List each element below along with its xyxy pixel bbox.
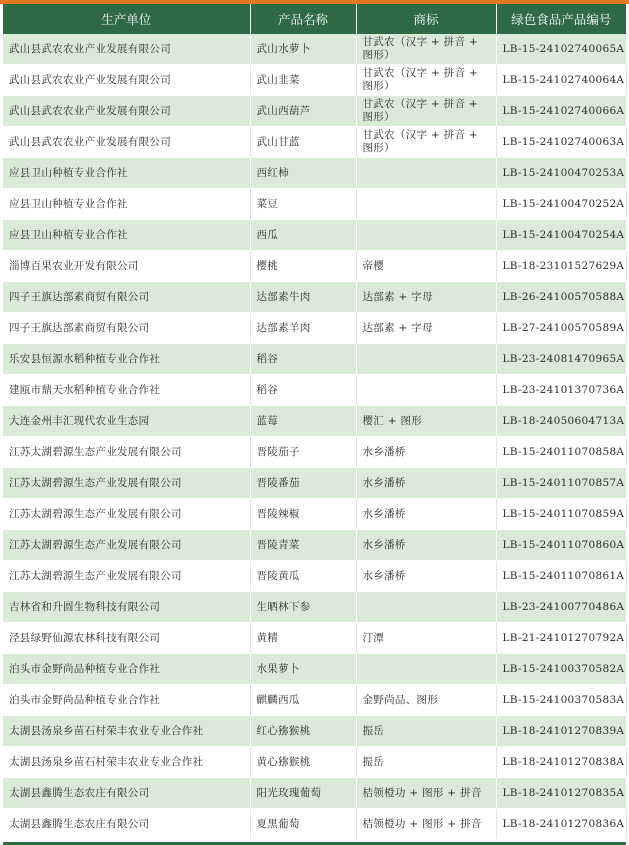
cell-trademark: 振岳 — [356, 747, 496, 778]
cell-producer: 四子王旗达部素商贸有限公司 — [3, 282, 250, 313]
table-row — [3, 189, 626, 220]
cell-trademark: 甘武农（汉字 + 拼音 + 图形） — [356, 65, 496, 96]
table-row — [3, 158, 626, 189]
cell-trademark — [356, 220, 496, 251]
table-row — [3, 747, 626, 778]
cell-product: 武山水萝卜 — [250, 34, 356, 65]
cell-trademark: 金野尚品、图形 — [356, 685, 496, 716]
cell-product: 蓝莓 — [250, 406, 356, 437]
cell-producer: 乐安县恒源水稻种植专业合作社 — [3, 344, 250, 375]
cell-product: 晋陵番茄 — [250, 468, 356, 499]
cell-trademark: 帝樱 — [356, 251, 496, 282]
table-row — [3, 499, 626, 530]
cell-code: LB-26-24100570588A — [496, 282, 626, 313]
cell-producer: 四子王旗达部素商贸有限公司 — [3, 313, 250, 344]
table-row — [3, 716, 626, 747]
cell-producer: 泊头市金野尚品种植专业合作社 — [3, 654, 250, 685]
cell-product: 生晒林下参 — [250, 592, 356, 623]
cell-producer: 武山县武农农业产业发展有限公司 — [3, 34, 250, 65]
cell-product: 黄心猕猴桃 — [250, 747, 356, 778]
table-row — [3, 313, 626, 344]
cell-producer: 太湖县汤泉乡苗石村荣丰农业专业合作社 — [3, 716, 250, 747]
cell-trademark — [356, 189, 496, 220]
cell-producer: 大连金州丰汇现代农业生态园 — [3, 406, 250, 437]
cell-code: LB-15-24011070859A — [496, 499, 626, 530]
cell-producer: 江苏太湖碧源生态产业发展有限公司 — [3, 468, 250, 499]
table-row — [3, 251, 626, 282]
cell-producer: 泾县绿野仙源农林科技有限公司 — [3, 623, 250, 654]
cell-product: 菜豆 — [250, 189, 356, 220]
cell-product: 晋陵茄子 — [250, 437, 356, 468]
cell-producer: 应县卫山种植专业合作社 — [3, 189, 250, 220]
table-row — [3, 406, 626, 437]
cell-trademark — [356, 375, 496, 406]
cell-trademark: 汀潭 — [356, 623, 496, 654]
cell-code: LB-15-24100470253A — [496, 158, 626, 189]
cell-trademark: 甘武农（汉字 + 拼音 + 图形） — [356, 96, 496, 127]
table-row — [3, 437, 626, 468]
cell-product: 麒麟西瓜 — [250, 685, 356, 716]
cell-code: LB-15-24102740066A — [496, 96, 626, 127]
cell-code: LB-15-24011070858A — [496, 437, 626, 468]
cell-producer: 吉林省和升圆生物科技有限公司 — [3, 592, 250, 623]
table-row — [3, 220, 626, 251]
cell-trademark — [356, 654, 496, 685]
table-row — [3, 468, 626, 499]
cell-code: LB-15-24100370583A — [496, 685, 626, 716]
cell-producer: 太湖县汤泉乡苗石村荣丰农业专业合作社 — [3, 747, 250, 778]
cell-producer: 武山县武农农业产业发展有限公司 — [3, 127, 250, 158]
table-body — [3, 34, 626, 840]
cell-code: LB-15-24011070857A — [496, 468, 626, 499]
cell-product: 黄精 — [250, 623, 356, 654]
table-row — [3, 344, 626, 375]
cell-product: 达部素羊肉 — [250, 313, 356, 344]
cell-code: LB-18-24101270835A — [496, 778, 626, 809]
cell-code: LB-15-24100470254A — [496, 220, 626, 251]
cell-product: 红心猕猴桃 — [250, 716, 356, 747]
table-row — [3, 530, 626, 561]
cell-trademark: 水乡潘桥 — [356, 437, 496, 468]
cell-trademark: 水乡潘桥 — [356, 530, 496, 561]
cell-code: LB-18-24101270839A — [496, 716, 626, 747]
cell-code: LB-15-24100370582A — [496, 654, 626, 685]
cell-producer: 太湖县鑫腾生态农庄有限公司 — [3, 809, 250, 840]
cell-code: LB-15-24102740065A — [496, 34, 626, 65]
cell-trademark: 桔领橙功 + 图形 + 拼音 — [356, 809, 496, 840]
header-producer: 生产单位 — [3, 4, 250, 34]
cell-trademark — [356, 592, 496, 623]
cell-product: 西瓜 — [250, 220, 356, 251]
cell-trademark — [356, 158, 496, 189]
table-row — [3, 34, 626, 65]
table-row — [3, 96, 626, 127]
header-code: 绿色食品产品编号 — [496, 4, 626, 34]
header-product: 产品名称 — [250, 4, 356, 34]
cell-product: 晋陵辣椒 — [250, 499, 356, 530]
cell-trademark: 甘武农（汉字 + 拼音 + 图形） — [356, 127, 496, 158]
cell-product: 樱桃 — [250, 251, 356, 282]
cell-code: LB-15-24102740063A — [496, 127, 626, 158]
cell-trademark: 桔领橙功 + 图形 + 拼音 — [356, 778, 496, 809]
cell-producer: 淄博百果农业开发有限公司 — [3, 251, 250, 282]
cell-trademark: 甘武农（汉字 + 拼音 + 图形） — [356, 34, 496, 65]
table-row — [3, 65, 626, 96]
cell-product: 夏黑葡萄 — [250, 809, 356, 840]
cell-producer: 江苏太湖碧源生态产业发展有限公司 — [3, 437, 250, 468]
table-row — [3, 282, 626, 313]
table-row — [3, 685, 626, 716]
cell-code: LB-23-24100770486A — [496, 592, 626, 623]
table-row — [3, 809, 626, 840]
cell-code: LB-23-24081470965A — [496, 344, 626, 375]
cell-producer: 江苏太湖碧源生态产业发展有限公司 — [3, 499, 250, 530]
cell-trademark: 达部素 + 字母 — [356, 282, 496, 313]
cell-code: LB-18-23101527629A — [496, 251, 626, 282]
cell-trademark: 水乡潘桥 — [356, 468, 496, 499]
header-row — [3, 4, 626, 34]
cell-producer: 江苏太湖碧源生态产业发展有限公司 — [3, 561, 250, 592]
cell-code: LB-21-24101270792A — [496, 623, 626, 654]
cell-code: LB-18-24101270838A — [496, 747, 626, 778]
cell-producer: 应县卫山种植专业合作社 — [3, 158, 250, 189]
cell-product: 达部素牛肉 — [250, 282, 356, 313]
cell-code: LB-23-24101370736A — [496, 375, 626, 406]
table-row — [3, 654, 626, 685]
header-trademark: 商标 — [356, 4, 496, 34]
table-row — [3, 592, 626, 623]
cell-producer: 泊头市金野尚品种植专业合作社 — [3, 685, 250, 716]
cell-code: LB-15-24011070861A — [496, 561, 626, 592]
table-row — [3, 778, 626, 809]
cell-code: LB-27-24100570589A — [496, 313, 626, 344]
cell-producer: 武山县武农农业产业发展有限公司 — [3, 96, 250, 127]
cell-product: 晋陵黄瓜 — [250, 561, 356, 592]
cell-product: 西红柿 — [250, 158, 356, 189]
cell-code: LB-18-24050604713A — [496, 406, 626, 437]
cell-product: 稻谷 — [250, 344, 356, 375]
table-row — [3, 623, 626, 654]
cell-producer: 武山县武农农业产业发展有限公司 — [3, 65, 250, 96]
cell-trademark: 达部素 + 字母 — [356, 313, 496, 344]
cell-producer: 太湖县鑫腾生态农庄有限公司 — [3, 778, 250, 809]
cell-producer: 江苏太湖碧源生态产业发展有限公司 — [3, 530, 250, 561]
cell-trademark: 振岳 — [356, 716, 496, 747]
cell-product: 武山甘蓝 — [250, 127, 356, 158]
cell-product: 水果萝卜 — [250, 654, 356, 685]
cell-producer: 建瓯市鼎天水稻种植专业合作社 — [3, 375, 250, 406]
cell-trademark: 樱汇 + 图形 — [356, 406, 496, 437]
cell-code: LB-15-24100470252A — [496, 189, 626, 220]
table-row — [3, 561, 626, 592]
cell-trademark — [356, 344, 496, 375]
cell-code: LB-15-24011070860A — [496, 530, 626, 561]
cell-producer: 应县卫山种植专业合作社 — [3, 220, 250, 251]
cell-product: 武山韭菜 — [250, 65, 356, 96]
table-row — [3, 127, 626, 158]
table-row — [3, 375, 626, 406]
cell-product: 稻谷 — [250, 375, 356, 406]
cell-trademark: 水乡潘桥 — [356, 561, 496, 592]
cell-product: 阳光玫瑰葡萄 — [250, 778, 356, 809]
cell-product: 晋陵青菜 — [250, 530, 356, 561]
cell-trademark: 水乡潘桥 — [356, 499, 496, 530]
cell-product: 武山西葫芦 — [250, 96, 356, 127]
green-food-table — [3, 4, 627, 840]
cell-code: LB-18-24101270836A — [496, 809, 626, 840]
cell-code: LB-15-24102740064A — [496, 65, 626, 96]
